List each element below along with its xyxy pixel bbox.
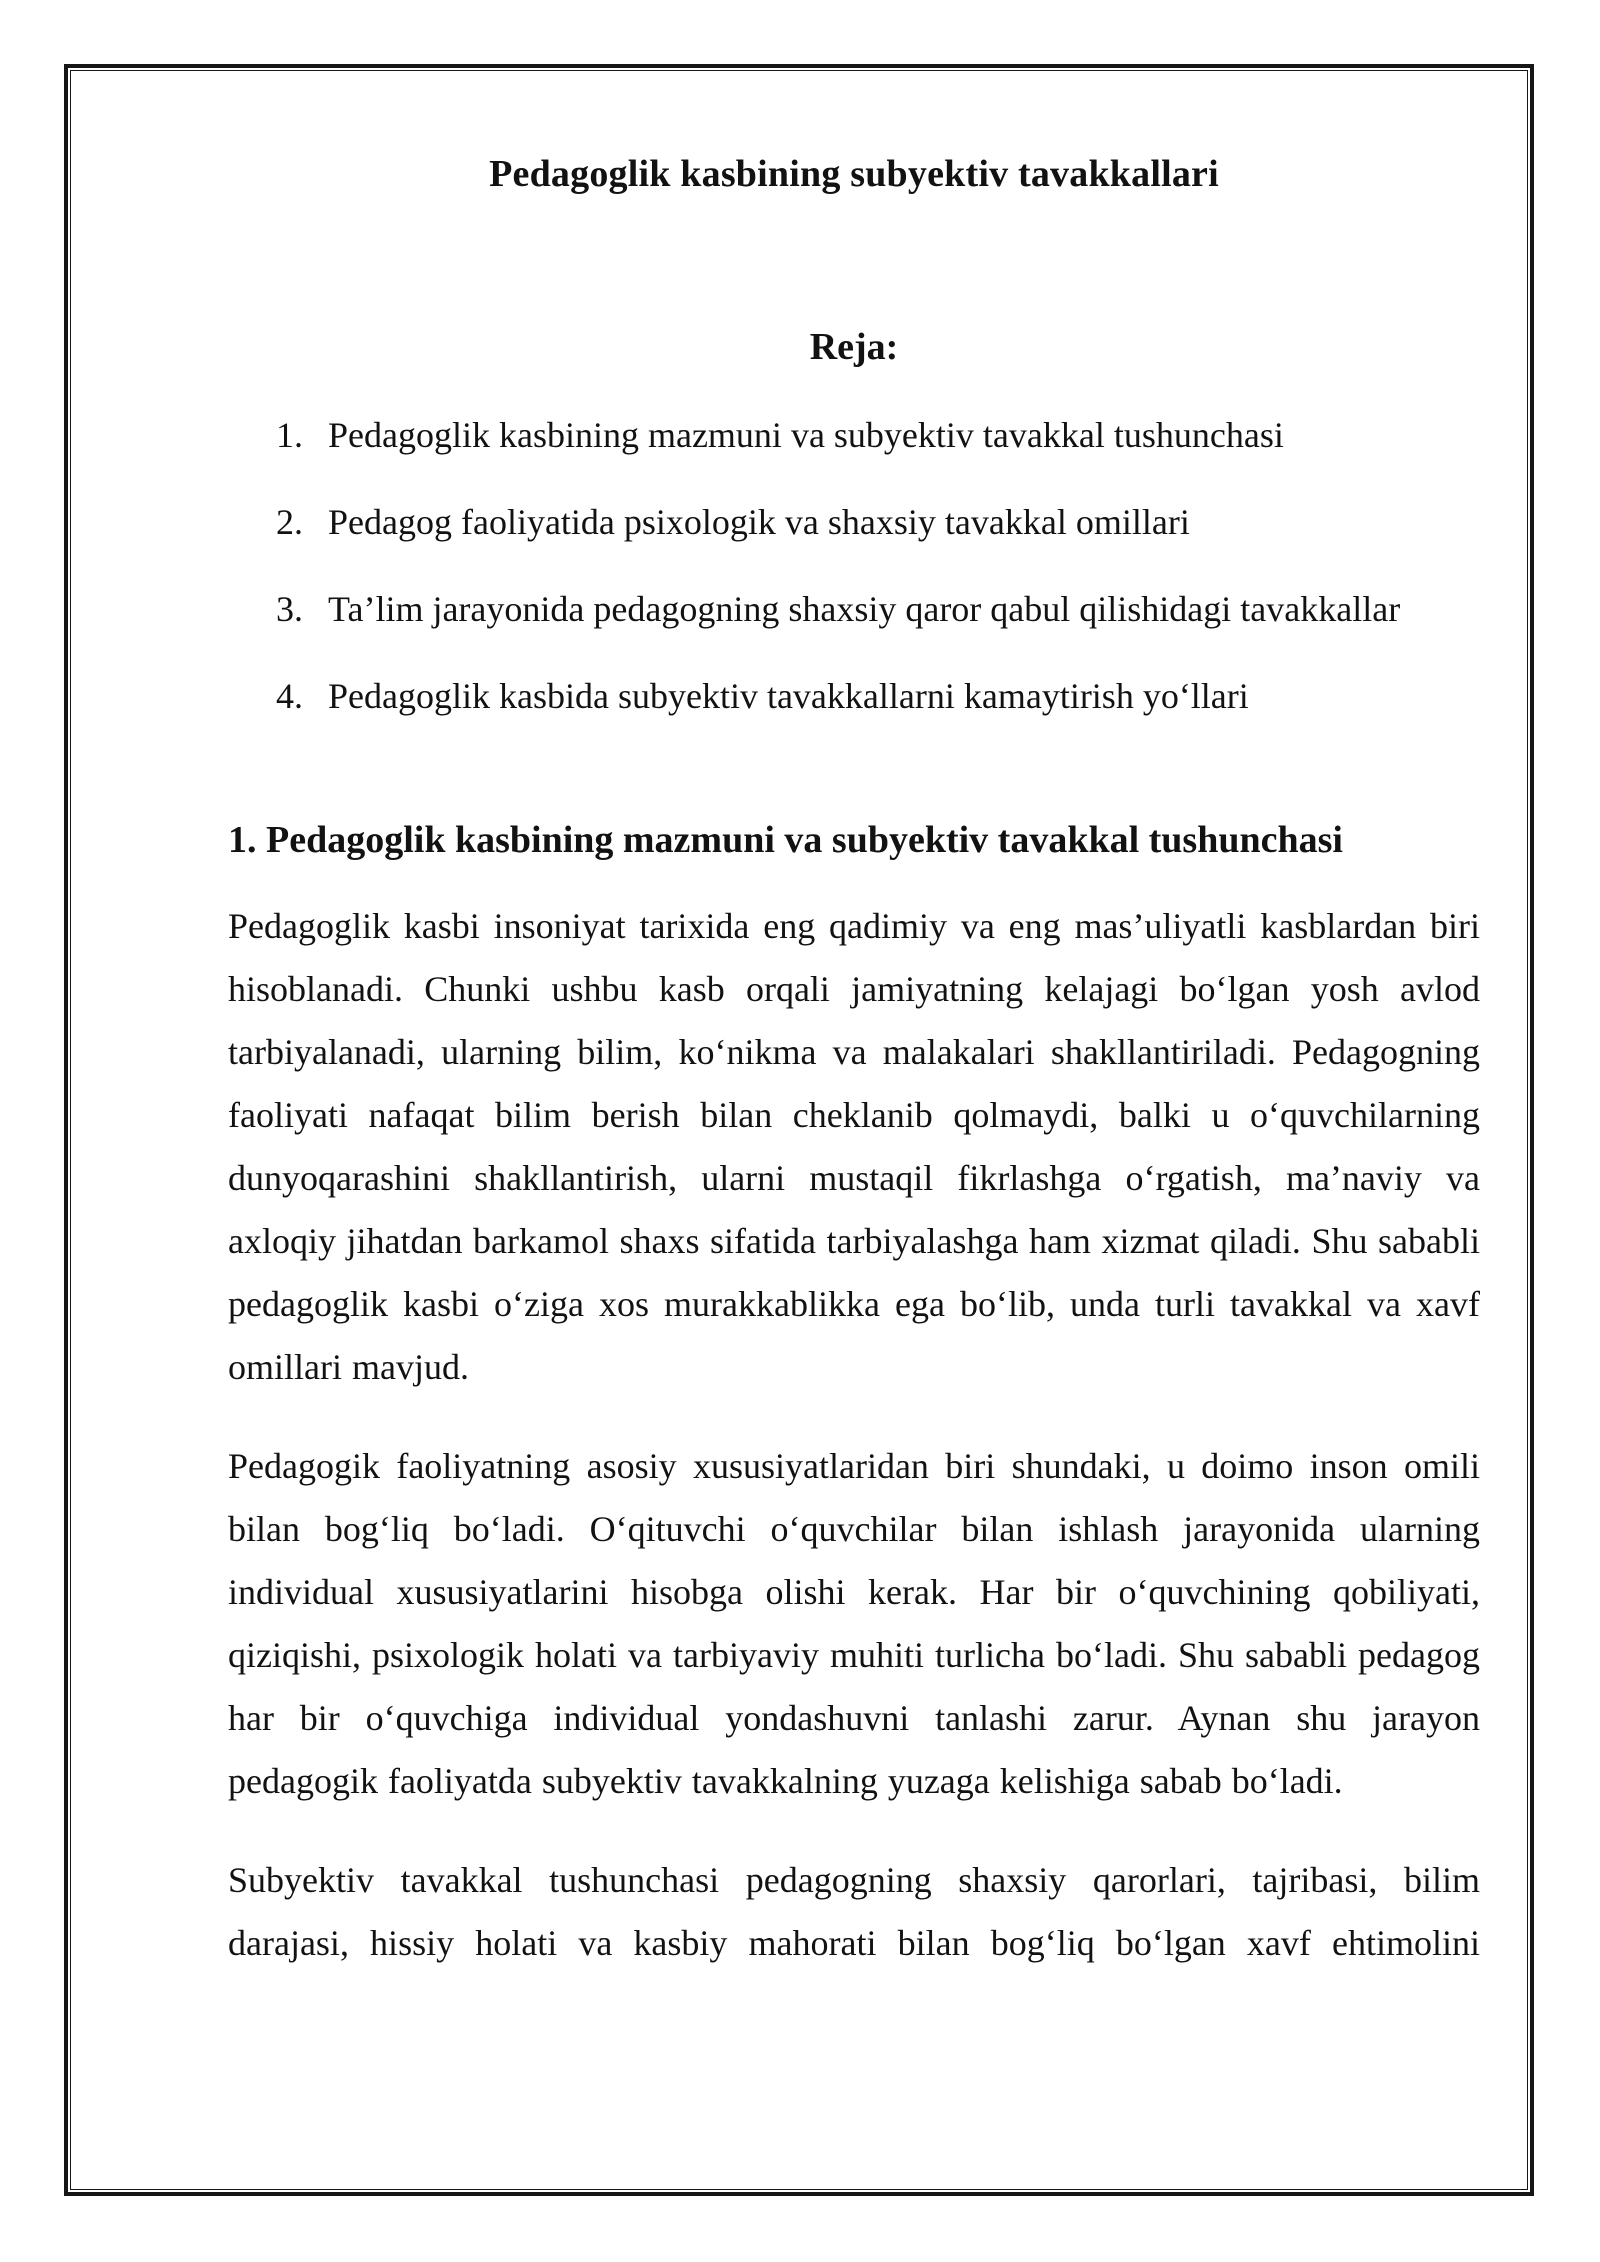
plan-item-2-text: Pedagog faoliyatida psixologik va shaxsiy tavakkal omillari xyxy=(328,502,1190,542)
section-heading: 1. Pedagoglik kasbining mazmuni va subyektiv tavakkal tushunchasi xyxy=(228,819,1343,861)
plan-item-4 xyxy=(228,665,1480,728)
plan-item-3-number: 3. xyxy=(276,589,303,629)
body-paragraph-3: Subyektiv tavakkal tushunchasi pedagogning shaxsiy qarorlari, tajribasi, bilim darajasi, hissiy holati va kasbiy mahorati bilan bog‘liq bo‘lgan xavf ehtimolini xyxy=(228,1860,1480,1963)
body-paragraph-2: Pedagogik faoliyatning asosiy xususiyatlaridan biri shundaki, u doimo inson omili bilan bog‘liq bo‘ladi. O‘qituvchi o‘quvchilar bilan ishlash jarayonida ularning individual xususiyatlarini hisobga olishi kerak. Har bir o‘quvchining qobiliyati, qiziqishi, psixologik holati va tarbiyaviy muhiti turlicha bo‘ladi. Shu sababli pedagog har bir o‘quvchiga individual yondashuvni tanlashi zarur. Aynan shu jarayon pedagogik faoliyatda subyektiv tavakkalning yuzaga kelishiga sabab bo‘ladi. xyxy=(228,1446,1480,1801)
plan-heading: Reja: xyxy=(809,326,899,368)
plan-item-2 xyxy=(228,491,1480,554)
plan-item-4-number: 4. xyxy=(276,676,303,716)
plan-item-2-number: 2. xyxy=(276,502,303,542)
page-content xyxy=(228,0,1480,1975)
plan-item-1-number: 1. xyxy=(276,415,303,455)
document-title: Pedagoglik kasbining subyektiv tavakkallari xyxy=(489,153,1219,195)
plan-item-3-text: Ta’lim jarayonida pedagogning shaxsiy qaror qabul qilishidagi tavakkallar xyxy=(328,589,1401,629)
plan-item-3 xyxy=(228,578,1480,641)
plan-item-1-text: Pedagoglik kasbining mazmuni va subyektiv tavakkal tushunchasi xyxy=(328,415,1284,455)
plan-item-4-text: Pedagoglik kasbida subyektiv tavakkallarni kamaytirish yo‘llari xyxy=(328,676,1249,716)
plan-item-1 xyxy=(228,404,1480,467)
plan-list xyxy=(228,404,1480,728)
body-paragraph-1: Pedagoglik kasbi insoniyat tarixida eng qadimiy va eng mas’uliyatli kasblardan biri hisoblanadi. Chunki ushbu kasb orqali jamiyatning kelajagi bo‘lgan yosh avlod tarbiyalanadi, ularning bilim, ko‘nikma va malakalari shakllantiriladi. Pedagogning faoliyati nafaqat bilim berish bilan cheklanib qolmaydi, balki u o‘quvchilarning dunyoqarashini shakllantirish, ularni mustaqil fikrlashga o‘rgatish, ma’naviy va axloqiy jihatdan barkamol shaxs sifatida tarbiyalashga ham xizmat qiladi. Shu sababli pedagoglik kasbi o‘ziga xos murakkablikka ega bo‘lib, unda turli tavakkal va xavf omillari mavjud. xyxy=(228,906,1480,1387)
